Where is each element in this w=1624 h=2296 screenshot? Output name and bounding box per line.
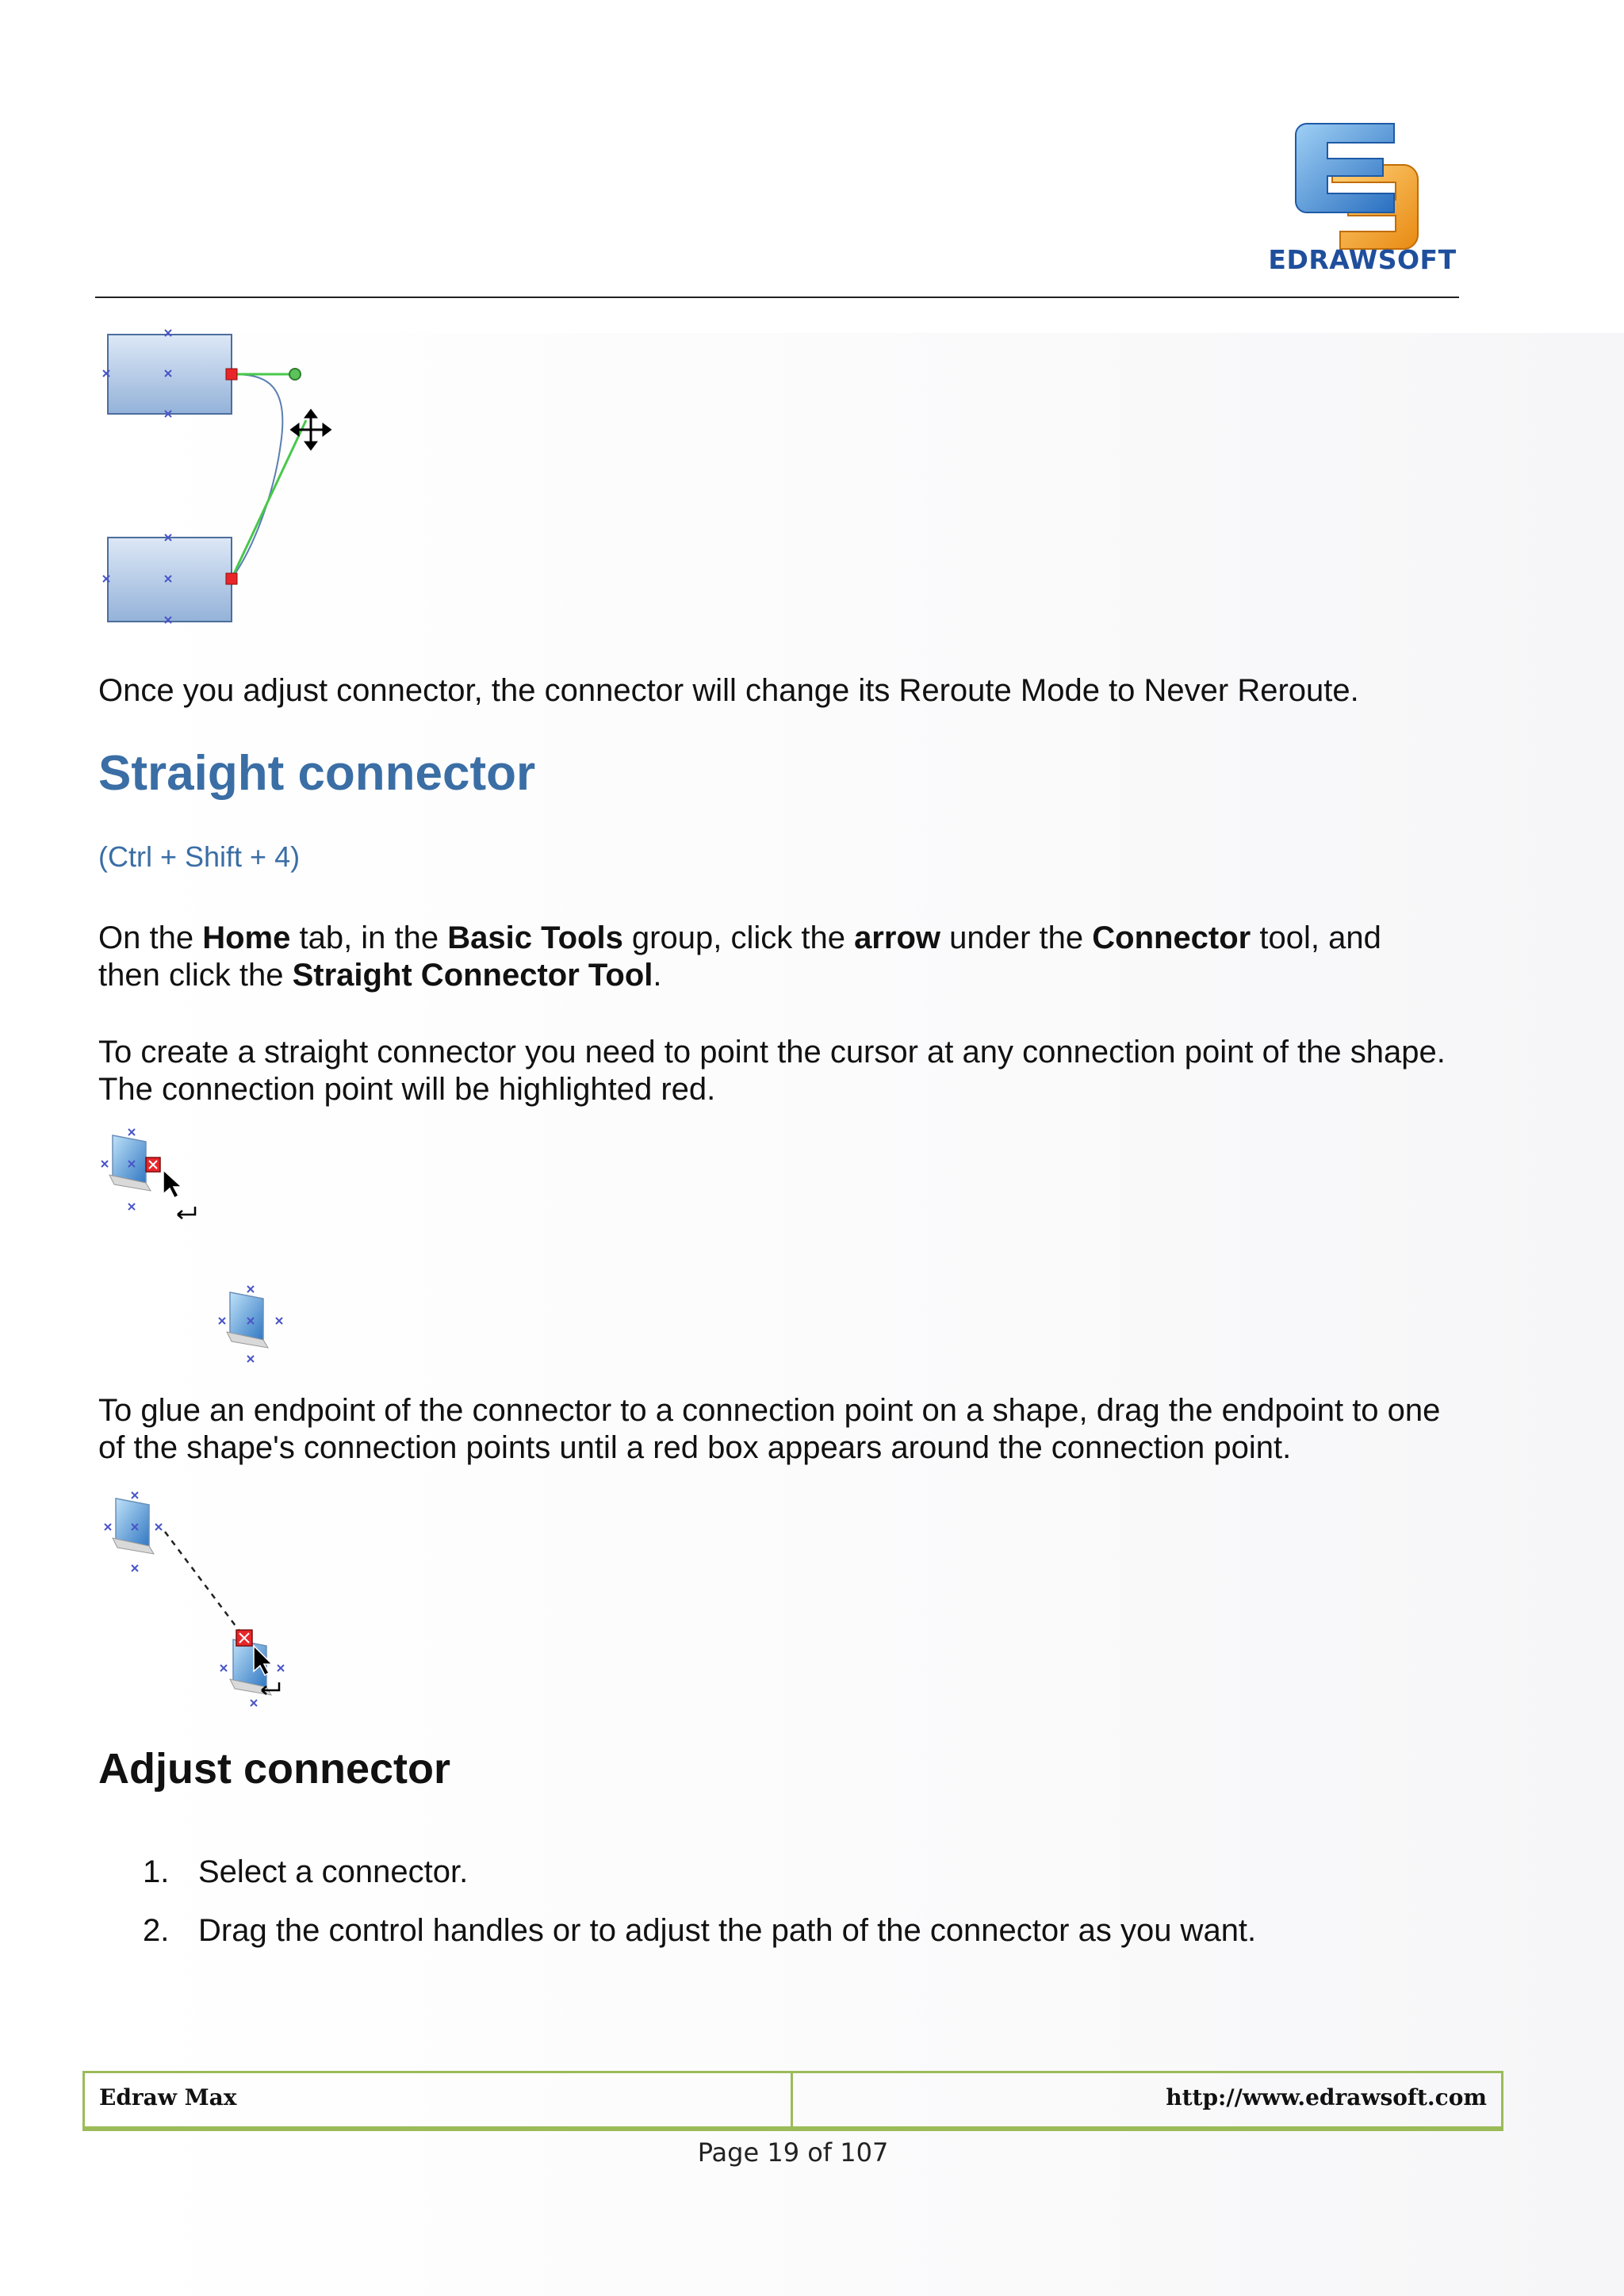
computer-shape-icon-4 — [220, 1640, 284, 1706]
header-rule — [95, 297, 1459, 298]
move-cursor-icon — [292, 411, 330, 449]
dashed-connector-line — [165, 1532, 241, 1633]
para-create-connector: To create a straight connector you need to point the cursor at any connection point of the shape. The connection point will be highlighted red. — [98, 1035, 1446, 1107]
footer-url-link[interactable]: http://www.edrawsoft.com — [1166, 2084, 1487, 2110]
page-number: Page 19 of 107 — [697, 2137, 889, 2168]
heading-adjust-connector: Adjust connector — [98, 1745, 451, 1793]
curved-connector-line — [232, 374, 282, 579]
footer-product-name: Edraw Max — [99, 2084, 237, 2110]
para-reroute: Once you adjust connector, the connector will change its Reroute Mode to Never Reroute. — [98, 673, 1359, 708]
control-handle-line — [232, 374, 306, 579]
figure-connection-highlight — [98, 1126, 304, 1372]
endpoint-red-bottom — [226, 573, 237, 584]
list-item: 2. Drag the control handles or to adjust the path of the connector as you want. — [143, 1913, 1257, 1948]
arrow-cursor-icon — [163, 1170, 182, 1198]
endpoint-red-top — [226, 369, 237, 380]
connector-cursor-icon — [178, 1207, 195, 1219]
footer-table — [82, 2071, 1503, 2131]
para-instruction: On the Home tab, in the Basic Tools group, click the arrow under the Connector tool, and then click the Straight Connector Tool. — [98, 920, 1381, 993]
figure-glue-endpoint — [98, 1487, 320, 1725]
figure-curved-connector — [100, 325, 354, 634]
control-handle-icon — [289, 369, 301, 380]
logo-wordmark: EDRAWSOFT — [1268, 244, 1457, 275]
footer-divider — [791, 2073, 793, 2126]
para-glue-endpoint: To glue an endpoint of the connector to a connection point on a shape, drag the endpoint to one of the shape's connection points until a red box appears around the connection point. — [98, 1393, 1441, 1465]
computer-shape-icon-2 — [219, 1286, 282, 1362]
list-item: 1. Select a connector. — [143, 1854, 469, 1889]
heading-straight-connector: Straight connector — [98, 746, 536, 801]
shortcut-text: (Ctrl + Shift + 4) — [98, 840, 301, 873]
